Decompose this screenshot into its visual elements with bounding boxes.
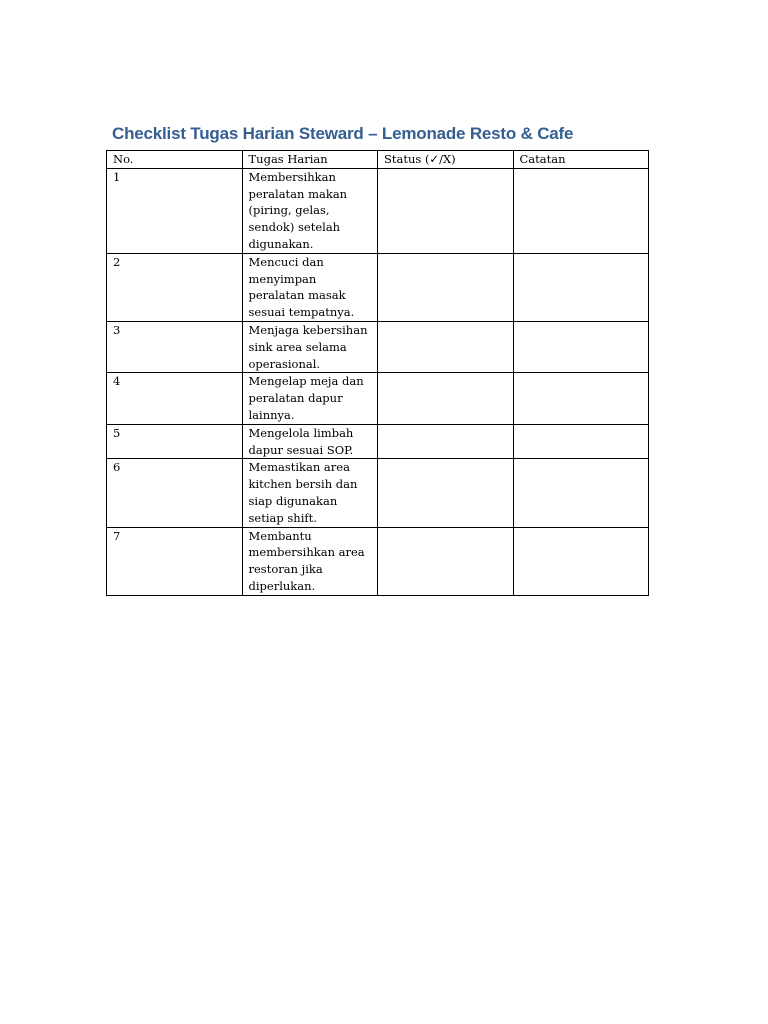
document-title: Checklist Tugas Harian Steward – Lemonade Resto & Cafe <box>112 124 574 143</box>
cell-task: Mengelola limbah dapur sesuai SOP. <box>242 424 378 459</box>
table-row <box>107 321 649 372</box>
cell-task: Membantu membersihkan area restoran jika diperlukan. <box>242 527 378 595</box>
cell-status <box>378 527 514 595</box>
cell-note <box>513 459 649 527</box>
cell-status <box>378 424 514 459</box>
cell-note <box>513 321 649 372</box>
cell-status <box>378 459 514 527</box>
table-row <box>107 168 649 253</box>
cell-note <box>513 253 649 321</box>
cell-note <box>513 373 649 424</box>
cell-no: 6 <box>107 459 243 527</box>
header-task: Tugas Harian <box>242 151 378 169</box>
cell-task: Mencuci dan menyimpan peralatan masak sesuai tempatnya. <box>242 253 378 321</box>
cell-no: 7 <box>107 527 243 595</box>
cell-status <box>378 321 514 372</box>
cell-note <box>513 527 649 595</box>
cell-note <box>513 168 649 253</box>
cell-no: 4 <box>107 373 243 424</box>
cell-note <box>513 424 649 459</box>
table-row <box>107 459 649 527</box>
cell-task: Memastikan area kitchen bersih dan siap digunakan setiap shift. <box>242 459 378 527</box>
cell-task: Mengelap meja dan peralatan dapur lainnya. <box>242 373 378 424</box>
cell-no: 3 <box>107 321 243 372</box>
cell-status <box>378 253 514 321</box>
cell-status <box>378 373 514 424</box>
table-row <box>107 424 649 459</box>
cell-no: 1 <box>107 168 243 253</box>
cell-no: 2 <box>107 253 243 321</box>
table-row <box>107 253 649 321</box>
table-row <box>107 373 649 424</box>
cell-task: Menjaga kebersihan sink area selama operasional. <box>242 321 378 372</box>
cell-status <box>378 168 514 253</box>
table-row <box>107 527 649 595</box>
header-status: Status (✓/X) <box>378 151 514 169</box>
checklist-table <box>106 150 649 596</box>
header-no: No. <box>107 151 243 169</box>
header-note: Catatan <box>513 151 649 169</box>
table-header-row <box>107 151 649 169</box>
cell-task: Membersihkan peralatan makan (piring, gelas, sendok) setelah digunakan. <box>242 168 378 253</box>
cell-no: 5 <box>107 424 243 459</box>
